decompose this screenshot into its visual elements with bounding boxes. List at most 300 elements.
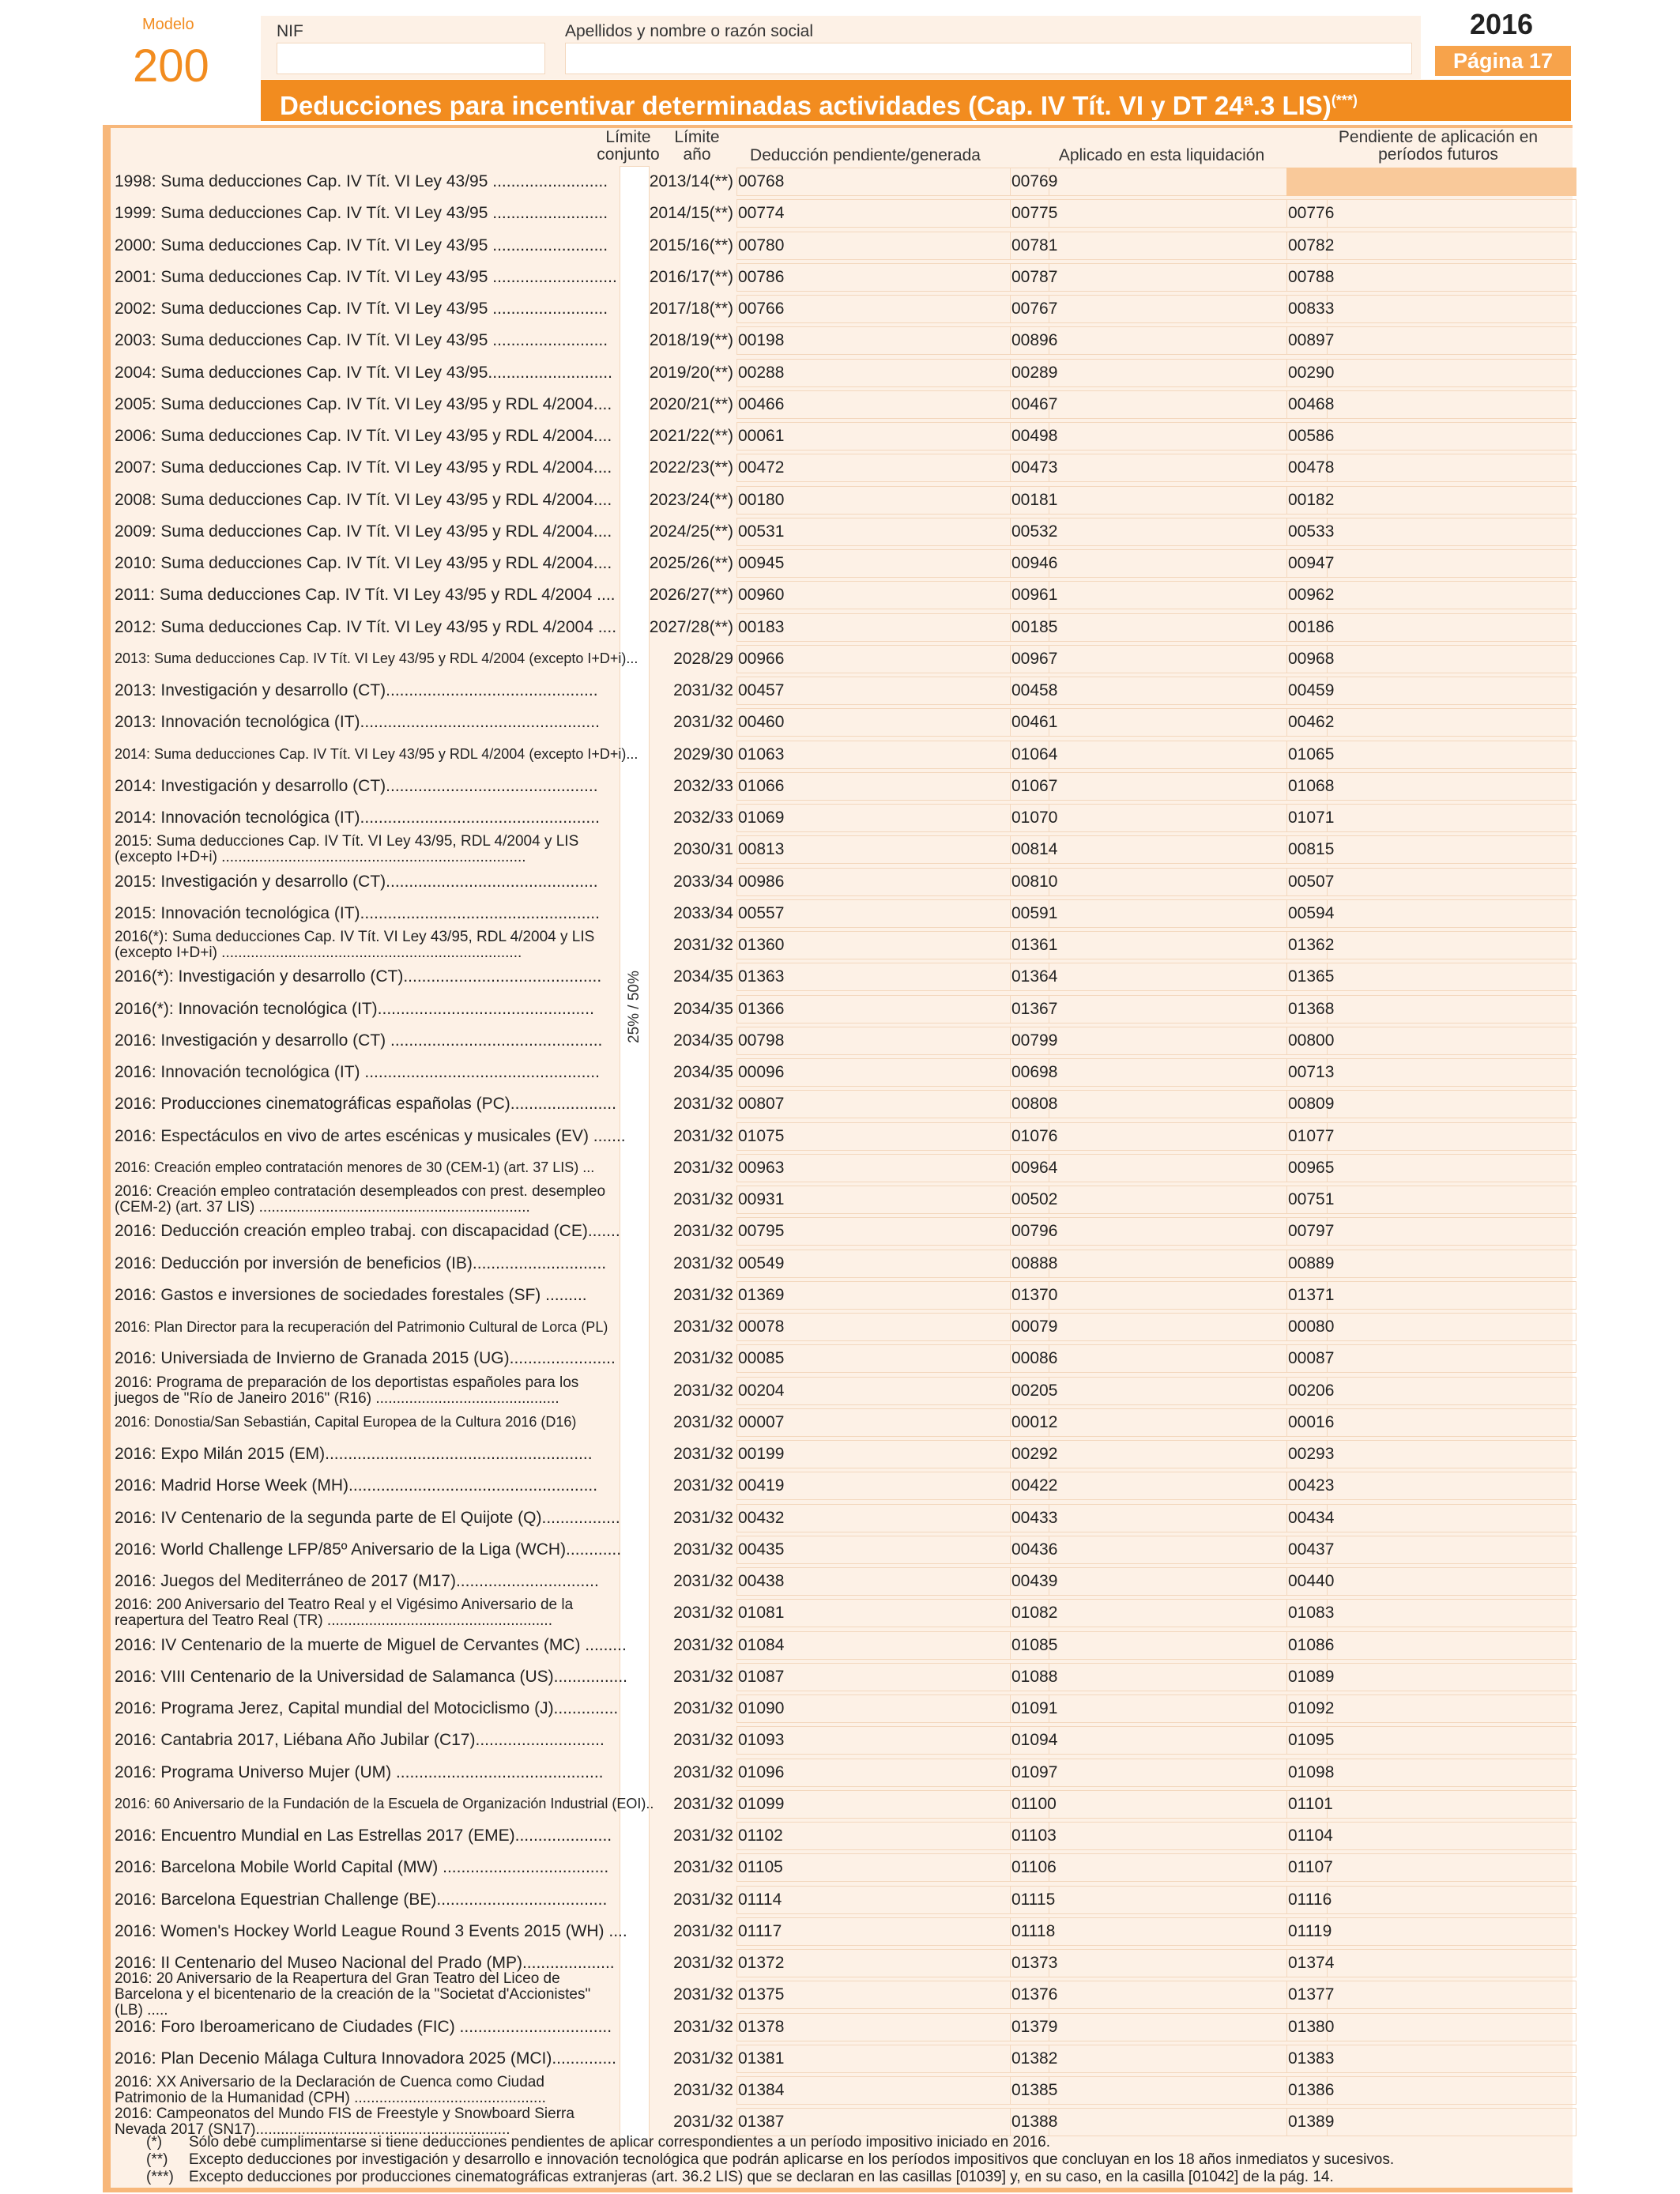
box-code: 01099 bbox=[738, 1794, 785, 1813]
limit-year: 2031/32 bbox=[673, 1540, 733, 1559]
row-description: 2016: Plan Director para la recuperación del Patrimonio Cultural de Lorca (PL) bbox=[115, 1318, 608, 1335]
box-code: 00833 bbox=[1288, 300, 1335, 318]
box-code: 00439 bbox=[1011, 1572, 1058, 1590]
limit-year: 2034/35 bbox=[673, 1063, 733, 1081]
table-row bbox=[111, 1375, 1573, 1407]
table-row bbox=[111, 834, 1573, 865]
table-row bbox=[111, 166, 1573, 198]
box-code: 01102 bbox=[738, 1826, 783, 1845]
limit-year: 2034/35 bbox=[673, 967, 733, 986]
header-limite-ano: Límite año bbox=[674, 128, 720, 164]
box-code: 01374 bbox=[1288, 1954, 1335, 1972]
limit-year: 2031/32 bbox=[673, 1412, 733, 1431]
box-code: 01090 bbox=[738, 1699, 785, 1717]
table-row bbox=[111, 1789, 1573, 1820]
box-code: 00186 bbox=[1288, 617, 1335, 636]
applied-amount-field[interactable] bbox=[1010, 1886, 1328, 1914]
row-description: 2016: 20 Aniversario de la Reapertura del Gran Teatro del Liceo de Barcelona y el bicentenario de la creación de la "Societat d'Accionistes" (LB) ..... bbox=[115, 1970, 591, 2019]
limit-year: 2031/32 bbox=[673, 1985, 733, 2004]
limit-year: 2031/32 bbox=[673, 1476, 733, 1495]
table-row bbox=[111, 1025, 1573, 1057]
limit-year: 2031/32 bbox=[673, 1794, 733, 1813]
box-code: 00182 bbox=[1288, 490, 1335, 509]
table-row bbox=[111, 1820, 1573, 1852]
box-code: 00986 bbox=[738, 872, 785, 891]
row-description: 2014: Innovación tecnológica (IT).................................................... bbox=[115, 809, 600, 827]
box-code: 01381 bbox=[738, 2049, 785, 2068]
table-row bbox=[111, 198, 1573, 229]
limit-year: 2020/21(**) bbox=[649, 394, 733, 413]
box-code: 00460 bbox=[738, 713, 785, 732]
box-code: 00198 bbox=[738, 331, 785, 350]
table-row bbox=[111, 452, 1573, 484]
box-code: 01383 bbox=[1288, 2049, 1335, 2068]
applied-amount-field[interactable] bbox=[1010, 1822, 1328, 1850]
row-description: 2016: Programa Jerez, Capital mundial del Motociclismo (J).............. bbox=[115, 1699, 619, 1717]
box-code: 01069 bbox=[738, 809, 785, 827]
box-code: 00080 bbox=[1288, 1318, 1335, 1336]
limit-year: 2031/32 bbox=[673, 2113, 733, 2132]
table-row bbox=[111, 739, 1573, 771]
table-row bbox=[111, 1438, 1573, 1470]
box-code: 00012 bbox=[1011, 1412, 1058, 1431]
box-code: 00467 bbox=[1011, 394, 1058, 413]
box-code: 00798 bbox=[738, 1031, 785, 1050]
limit-year: 2029/30 bbox=[673, 745, 733, 763]
table-row bbox=[111, 1343, 1573, 1374]
box-code: 00698 bbox=[1011, 1063, 1058, 1081]
applied-amount-field[interactable] bbox=[1010, 1853, 1328, 1882]
box-code: 01083 bbox=[1288, 1604, 1335, 1623]
box-code: 00968 bbox=[1288, 649, 1335, 668]
box-code: 01103 bbox=[1011, 1826, 1057, 1845]
box-code: 00945 bbox=[738, 554, 785, 572]
limit-year: 2034/35 bbox=[673, 999, 733, 1018]
box-code: 00965 bbox=[1288, 1158, 1335, 1177]
table-row bbox=[111, 1630, 1573, 1661]
limit-year: 2033/34 bbox=[673, 903, 733, 922]
box-code: 01370 bbox=[1011, 1285, 1058, 1304]
row-description: 2006: Suma deducciones Cap. IV Tít. VI Ley 43/95 y RDL 4/2004.... bbox=[115, 427, 612, 445]
limit-year: 2031/32 bbox=[673, 1762, 733, 1781]
row-description: 2016: Gastos e inversiones de sociedades forestales (SF) ......... bbox=[115, 1285, 587, 1304]
row-description: 2016: Expo Milán 2015 (EM).......................................................... bbox=[115, 1445, 593, 1463]
row-description: 2016: Barcelona Mobile World Capital (MW) .................................... bbox=[115, 1858, 609, 1877]
box-code: 00795 bbox=[738, 1222, 785, 1241]
box-code: 00205 bbox=[1011, 1381, 1058, 1400]
limit-year: 2025/26(**) bbox=[649, 554, 733, 572]
row-description: 2003: Suma deducciones Cap. IV Tít. VI Ley 43/95 ......................... bbox=[115, 331, 608, 350]
box-code: 00775 bbox=[1011, 204, 1058, 223]
box-code: 01115 bbox=[1011, 1890, 1056, 1909]
box-code: 00963 bbox=[738, 1158, 785, 1177]
table-row bbox=[111, 2075, 1573, 2106]
row-description: 2015: Investigación y desarrollo (CT).............................................. bbox=[115, 872, 598, 891]
table-row bbox=[111, 1661, 1573, 1693]
box-code: 00814 bbox=[1011, 840, 1058, 859]
pending-amount-field[interactable] bbox=[736, 1822, 1049, 1850]
row-description: 2001: Suma deducciones Cap. IV Tít. VI Ley 43/95 ........................... bbox=[115, 267, 617, 286]
box-code: 01382 bbox=[1011, 2049, 1058, 2068]
table-row bbox=[111, 1534, 1573, 1566]
limit-year: 2031/32 bbox=[673, 936, 733, 954]
row-description: 2013: Innovación tecnológica (IT).................................................... bbox=[115, 713, 600, 732]
table-row bbox=[111, 1216, 1573, 1247]
limit-year: 2031/32 bbox=[673, 1222, 733, 1241]
page-number: Página 17 bbox=[1435, 46, 1571, 76]
table-row bbox=[111, 1970, 1573, 2019]
box-code: 00434 bbox=[1288, 1508, 1335, 1527]
limit-year: 2031/32 bbox=[673, 1699, 733, 1717]
row-description: 2016: Cantabria 2017, Liébana Año Jubilar (C17)............................ bbox=[115, 1731, 605, 1750]
table-row bbox=[111, 1693, 1573, 1725]
limit-year: 2022/23(**) bbox=[649, 458, 733, 477]
limit-year: 2031/32 bbox=[673, 1572, 733, 1590]
limit-year: 2034/35 bbox=[673, 1031, 733, 1050]
box-code: 00206 bbox=[1288, 1381, 1335, 1400]
row-description: 2013: Suma deducciones Cap. IV Tít. VI Ley 43/95 y RDL 4/2004 (excepto I+D+i)... bbox=[115, 650, 638, 667]
box-code: 01091 bbox=[1011, 1699, 1058, 1717]
row-description: 2016: 200 Aniversario del Teatro Real y el Vigésimo Aniversario de la reapertura del Teatro Real (TR) ...................................................... bbox=[115, 1596, 574, 1630]
table-row bbox=[111, 1088, 1573, 1120]
form-year: 2016 bbox=[1469, 8, 1534, 40]
box-code: 00473 bbox=[1011, 458, 1058, 477]
box-code: 00751 bbox=[1288, 1190, 1335, 1208]
row-description: 2013: Investigación y desarrollo (CT).............................................. bbox=[115, 681, 598, 699]
limit-year: 2026/27(**) bbox=[649, 586, 733, 605]
row-description: 2016(*): Investigación y desarrollo (CT)........................................... bbox=[115, 967, 602, 986]
box-code: 01373 bbox=[1011, 1954, 1058, 1972]
box-code: 00888 bbox=[1011, 1253, 1058, 1272]
applied-amount-field[interactable] bbox=[1010, 1790, 1328, 1819]
row-description: 2016: Creación empleo contratación menores de 30 (CEM-1) (art. 37 LIS) ... bbox=[115, 1159, 595, 1176]
box-code: 00946 bbox=[1011, 554, 1058, 572]
box-code: 01068 bbox=[1288, 776, 1335, 795]
row-description: 2016: Madrid Horse Week (MH)...................................................... bbox=[115, 1476, 598, 1495]
box-code: 00007 bbox=[738, 1412, 785, 1431]
pending-amount-field[interactable] bbox=[736, 1886, 1049, 1914]
footnote-text: Excepto deducciones por producciones cinematográficas extranjeras (art. 36.2 LIS) que se declaran en las casillas [01039] y, en su caso, en la casilla [01042] de la pág. 14. bbox=[189, 2169, 1334, 2185]
row-description: 2016: Espectáculos en vivo de artes escénicas y musicales (EV) ....... bbox=[115, 1126, 626, 1145]
table-row bbox=[111, 675, 1573, 707]
limit-year: 2017/18(**) bbox=[649, 300, 733, 318]
box-code: 00768 bbox=[738, 172, 785, 190]
row-description: 2000: Suma deducciones Cap. IV Tít. VI Ley 43/95 ......................... bbox=[115, 236, 608, 254]
row-description: 1999: Suma deducciones Cap. IV Tít. VI Ley 43/95 ......................... bbox=[115, 204, 608, 223]
row-description: 2016: Women's Hockey World League Round 3 Events 2015 (WH) .... bbox=[115, 1921, 627, 1940]
table-row bbox=[111, 1884, 1573, 1916]
row-description: 2016(*): Suma deducciones Cap. IV Tít. VI Ley 43/95, RDL 4/2004 y LIS (excepto I+D+i) ........................................................................ bbox=[115, 929, 595, 961]
footnote-mark: (*) bbox=[146, 2134, 163, 2151]
box-code: 00087 bbox=[1288, 1349, 1335, 1368]
header-aplicado: Aplicado en esta liquidación bbox=[1058, 146, 1265, 164]
box-code: 00458 bbox=[1011, 681, 1058, 699]
box-code: 00290 bbox=[1288, 363, 1335, 382]
nif-field[interactable] bbox=[277, 43, 545, 74]
table-row bbox=[111, 516, 1573, 548]
box-code: 00422 bbox=[1011, 1476, 1058, 1495]
section-title-mark: (***) bbox=[1331, 92, 1358, 108]
limit-year: 2015/16(**) bbox=[649, 236, 733, 254]
box-code: 00289 bbox=[1011, 363, 1058, 382]
box-code: 00776 bbox=[1288, 204, 1335, 223]
row-description: 2016: 60 Aniversario de la Fundación de la Escuela de Organización Industrial (EOI).. bbox=[115, 1796, 654, 1812]
table-row bbox=[111, 484, 1573, 516]
box-code: 01098 bbox=[1288, 1762, 1335, 1781]
row-description: 2016: Deducción creación empleo trabaj. con discapacidad (CE)....... bbox=[115, 1222, 620, 1241]
box-code: 01093 bbox=[738, 1731, 785, 1750]
row-description: 2016: Creación empleo contratación desempleados con prest. desempleo (CEM-2) (art. 37 LIS) ................................................................. bbox=[115, 1183, 606, 1216]
limit-year: 2027/28(**) bbox=[649, 617, 733, 636]
footnote bbox=[146, 2151, 1394, 2169]
box-code: 00962 bbox=[1288, 586, 1335, 605]
box-code: 00086 bbox=[1011, 1349, 1058, 1368]
box-code: 01375 bbox=[738, 1985, 785, 2004]
row-description: 2016: Universiada de Invierno de Granada 2015 (UG)....................... bbox=[115, 1349, 616, 1368]
box-code: 00183 bbox=[738, 617, 785, 636]
row-description: 2015: Suma deducciones Cap. IV Tít. VI Ley 43/95, RDL 4/2004 y LIS (excepto I+D+i) ......................................................................... bbox=[115, 833, 579, 866]
box-code: 00061 bbox=[738, 427, 785, 445]
box-code: 00079 bbox=[1011, 1318, 1058, 1336]
table-row bbox=[111, 2011, 1573, 2043]
box-code: 00809 bbox=[1288, 1095, 1335, 1114]
box-code: 01096 bbox=[738, 1762, 785, 1781]
row-description: 2016: Barcelona Equestrian Challenge (BE)..................................... bbox=[115, 1890, 608, 1909]
table-row bbox=[111, 1470, 1573, 1502]
table-row bbox=[111, 961, 1573, 993]
box-code: 00713 bbox=[1288, 1063, 1335, 1081]
disabled-field bbox=[1286, 168, 1576, 196]
limit-year: 2031/32 bbox=[673, 1285, 733, 1304]
row-description: 2010: Suma deducciones Cap. IV Tít. VI Ley 43/95 y RDL 4/2004.... bbox=[115, 554, 612, 572]
box-code: 00423 bbox=[1288, 1476, 1335, 1495]
row-description: 2016: Juegos del Mediterráneo de 2017 (M17)............................... bbox=[115, 1572, 599, 1590]
limit-year: 2032/33 bbox=[673, 776, 733, 795]
box-code: 00767 bbox=[1011, 300, 1058, 318]
box-code: 01360 bbox=[738, 936, 785, 954]
table-row bbox=[111, 230, 1573, 262]
limit-year: 2031/32 bbox=[673, 1826, 733, 1845]
limit-year: 2032/33 bbox=[673, 809, 733, 827]
box-code: 01089 bbox=[1288, 1667, 1335, 1686]
row-description: 2016: Foro Iberoamericano de Ciudades (FIC) ................................. bbox=[115, 2017, 612, 2036]
box-code: 01380 bbox=[1288, 2017, 1335, 2036]
row-description: 2007: Suma deducciones Cap. IV Tít. VI Ley 43/95 y RDL 4/2004.... bbox=[115, 458, 612, 477]
box-code: 01075 bbox=[738, 1126, 785, 1145]
box-code: 00185 bbox=[1011, 617, 1058, 636]
table-row bbox=[111, 1757, 1573, 1789]
limit-year: 2013/14(**) bbox=[649, 172, 733, 190]
table-row bbox=[111, 1407, 1573, 1438]
limit-year: 2031/32 bbox=[673, 1158, 733, 1177]
box-code: 01064 bbox=[1011, 745, 1058, 763]
table-row bbox=[111, 866, 1573, 898]
box-code: 01386 bbox=[1288, 2081, 1335, 2099]
box-code: 00181 bbox=[1011, 490, 1058, 509]
name-field[interactable] bbox=[565, 43, 1412, 74]
row-description: 2011: Suma deducciones Cap. IV Tít. VI Ley 43/95 y RDL 4/2004 .... bbox=[115, 586, 616, 605]
row-description: 2014: Investigación y desarrollo (CT).............................................. bbox=[115, 776, 598, 795]
row-description: 2016: Programa Universo Mujer (UM) ............................................. bbox=[115, 1762, 604, 1781]
box-code: 01361 bbox=[1011, 936, 1058, 954]
box-code: 01067 bbox=[1011, 776, 1058, 795]
header-limite-conjunto: Límite conjunto bbox=[597, 128, 660, 164]
box-code: 00931 bbox=[738, 1190, 785, 1208]
table-row bbox=[111, 898, 1573, 929]
box-code: 00769 bbox=[1011, 172, 1058, 190]
limit-year: 2028/29 bbox=[673, 649, 733, 668]
box-code: 00947 bbox=[1288, 554, 1335, 572]
box-code: 00557 bbox=[738, 903, 785, 922]
box-code: 00419 bbox=[738, 1476, 785, 1495]
row-description: 2016: Plan Decenio Málaga Cultura Innovadora 2025 (MCI).............. bbox=[115, 2049, 617, 2068]
box-code: 00459 bbox=[1288, 681, 1335, 699]
limit-year: 2016/17(**) bbox=[649, 267, 733, 286]
row-description: 2015: Innovación tecnológica (IT).................................................... bbox=[115, 903, 600, 922]
limit-year: 2031/32 bbox=[673, 1890, 733, 1909]
row-description: 2016: Innovación tecnológica (IT) ................................................... bbox=[115, 1063, 600, 1081]
row-description: 2016: II Centenario del Museo Nacional del Prado (MP).................... bbox=[115, 1954, 615, 1972]
row-description: 2016: Encuentro Mundial en Las Estrellas 2017 (EME)..................... bbox=[115, 1826, 612, 1845]
box-code: 00457 bbox=[738, 681, 785, 699]
box-code: 00432 bbox=[738, 1508, 785, 1527]
table-row bbox=[111, 357, 1573, 389]
row-description: 2002: Suma deducciones Cap. IV Tít. VI Ley 43/95 ......................... bbox=[115, 300, 608, 318]
box-code: 01362 bbox=[1288, 936, 1335, 954]
box-code: 01082 bbox=[1011, 1604, 1058, 1623]
box-code: 00549 bbox=[738, 1253, 785, 1272]
table-row bbox=[111, 1121, 1573, 1152]
pending-amount-field[interactable] bbox=[736, 1917, 1049, 1946]
limit-year: 2031/32 bbox=[673, 1921, 733, 1940]
row-description: 2016: Donostia/San Sebastián, Capital Europea de la Cultura 2016 (D16) bbox=[115, 1414, 577, 1431]
box-code: 00813 bbox=[738, 840, 785, 859]
box-code: 01065 bbox=[1288, 745, 1335, 763]
limit-year: 2033/34 bbox=[673, 872, 733, 891]
limit-year: 2014/15(**) bbox=[649, 204, 733, 223]
box-code: 01367 bbox=[1011, 999, 1058, 1018]
panel-bottom-border bbox=[103, 2188, 1573, 2192]
table-row bbox=[111, 802, 1573, 834]
limit-year: 2031/32 bbox=[673, 1508, 733, 1527]
box-code: 00967 bbox=[1011, 649, 1058, 668]
box-code: 01389 bbox=[1288, 2113, 1335, 2132]
table-row bbox=[111, 2043, 1573, 2075]
box-code: 00440 bbox=[1288, 1572, 1335, 1590]
box-code: 01086 bbox=[1288, 1635, 1335, 1654]
box-code: 00478 bbox=[1288, 458, 1335, 477]
row-description: 2016: XX Aniversario de la Declaración de Cuenca como Ciudad Patrimonio de la Humanidad (CPH) .............................................. bbox=[115, 2074, 546, 2106]
table-row bbox=[111, 1184, 1573, 1216]
panel-left-border bbox=[103, 125, 111, 2188]
box-code: 00533 bbox=[1288, 522, 1335, 541]
limit-year: 2031/32 bbox=[673, 1190, 733, 1208]
limit-year: 2031/32 bbox=[673, 1604, 733, 1623]
box-code: 01077 bbox=[1288, 1126, 1335, 1145]
header-pendiente: Deducción pendiente/generada bbox=[750, 146, 981, 164]
box-code: 00180 bbox=[738, 490, 785, 509]
limit-year: 2031/32 bbox=[673, 1253, 733, 1272]
box-code: 01088 bbox=[1011, 1667, 1058, 1686]
table-row bbox=[111, 293, 1573, 325]
table-row bbox=[111, 1248, 1573, 1280]
box-code: 01387 bbox=[738, 2113, 785, 2132]
table-row bbox=[111, 707, 1573, 738]
box-code: 00799 bbox=[1011, 1031, 1058, 1050]
box-code: 00788 bbox=[1288, 267, 1335, 286]
box-code: 01116 bbox=[1288, 1890, 1332, 1909]
box-code: 00016 bbox=[1288, 1412, 1335, 1431]
footnote-text: Excepto deducciones por investigación y desarrollo e innovación tecnológica que podrán aplicarse en los períodos impositivos que concluyan en los 18 años inmediatos y sucesivos. bbox=[189, 2151, 1395, 2168]
box-code: 00591 bbox=[1011, 903, 1058, 922]
box-code: 01379 bbox=[1011, 2017, 1058, 2036]
box-code: 01071 bbox=[1288, 809, 1335, 827]
footnote-text: Sólo debe cumplimentarse si tiene deducciones pendientes de aplicar correspondientes a un período impositivo iniciado en 2016. bbox=[189, 2134, 1051, 2151]
box-code: 01364 bbox=[1011, 967, 1058, 986]
table-row bbox=[111, 1725, 1573, 1756]
limite-percentage: 25% / 50% bbox=[626, 971, 642, 1043]
box-code: 00774 bbox=[738, 204, 785, 223]
modelo-number: 200 bbox=[133, 40, 209, 92]
name-label: Apellidos y nombre o razón social bbox=[565, 22, 813, 40]
limit-year: 2031/32 bbox=[673, 1667, 733, 1686]
box-code: 01063 bbox=[738, 745, 785, 763]
box-code: 00433 bbox=[1011, 1508, 1058, 1527]
limit-year: 2019/20(**) bbox=[649, 363, 733, 382]
row-description: 1998: Suma deducciones Cap. IV Tít. VI Ley 43/95 ......................... bbox=[115, 172, 608, 190]
limit-year: 2031/32 bbox=[673, 713, 733, 732]
row-description: 2016: Investigación y desarrollo (CT) .............................................. bbox=[115, 1031, 603, 1050]
box-code: 00462 bbox=[1288, 713, 1335, 732]
limit-year: 2018/19(**) bbox=[649, 331, 733, 350]
limit-year: 2031/32 bbox=[673, 1126, 733, 1145]
box-code: 00796 bbox=[1011, 1222, 1058, 1241]
box-code: 01085 bbox=[1011, 1635, 1058, 1654]
section-title bbox=[261, 80, 1571, 121]
table-row bbox=[111, 548, 1573, 579]
box-code: 01369 bbox=[738, 1285, 785, 1304]
box-code: 01107 bbox=[1288, 1858, 1333, 1877]
box-code: 00436 bbox=[1011, 1540, 1058, 1559]
row-description: 2004: Suma deducciones Cap. IV Tít. VI Ley 43/95........................... bbox=[115, 363, 612, 382]
row-description: 2005: Suma deducciones Cap. IV Tít. VI Ley 43/95 y RDL 4/2004.... bbox=[115, 394, 612, 413]
footnote bbox=[146, 2169, 1334, 2186]
box-code: 00787 bbox=[1011, 267, 1058, 286]
limit-year: 2031/32 bbox=[673, 1858, 733, 1877]
box-code: 00766 bbox=[738, 300, 785, 318]
pending-amount-field[interactable] bbox=[736, 1853, 1049, 1882]
box-code: 00815 bbox=[1288, 840, 1335, 859]
box-code: 00896 bbox=[1011, 331, 1058, 350]
limit-year: 2031/32 bbox=[673, 1954, 733, 1972]
table-row bbox=[111, 325, 1573, 356]
box-code: 01368 bbox=[1288, 999, 1335, 1018]
table-row bbox=[111, 262, 1573, 293]
nif-label: NIF bbox=[277, 22, 303, 40]
box-code: 01076 bbox=[1011, 1126, 1058, 1145]
limit-year: 2031/32 bbox=[673, 1095, 733, 1114]
applied-amount-field[interactable] bbox=[1010, 1917, 1328, 1946]
box-code: 00786 bbox=[738, 267, 785, 286]
box-code: 00594 bbox=[1288, 903, 1335, 922]
box-code: 00531 bbox=[738, 522, 785, 541]
limit-year: 2031/32 bbox=[673, 2049, 733, 2068]
table-row bbox=[111, 1597, 1573, 1629]
table-row bbox=[111, 1916, 1573, 1947]
row-description: 2016: IV Centenario de la segunda parte de El Quijote (Q)................. bbox=[115, 1508, 620, 1527]
box-code: 00468 bbox=[1288, 394, 1335, 413]
box-code: 00435 bbox=[738, 1540, 785, 1559]
